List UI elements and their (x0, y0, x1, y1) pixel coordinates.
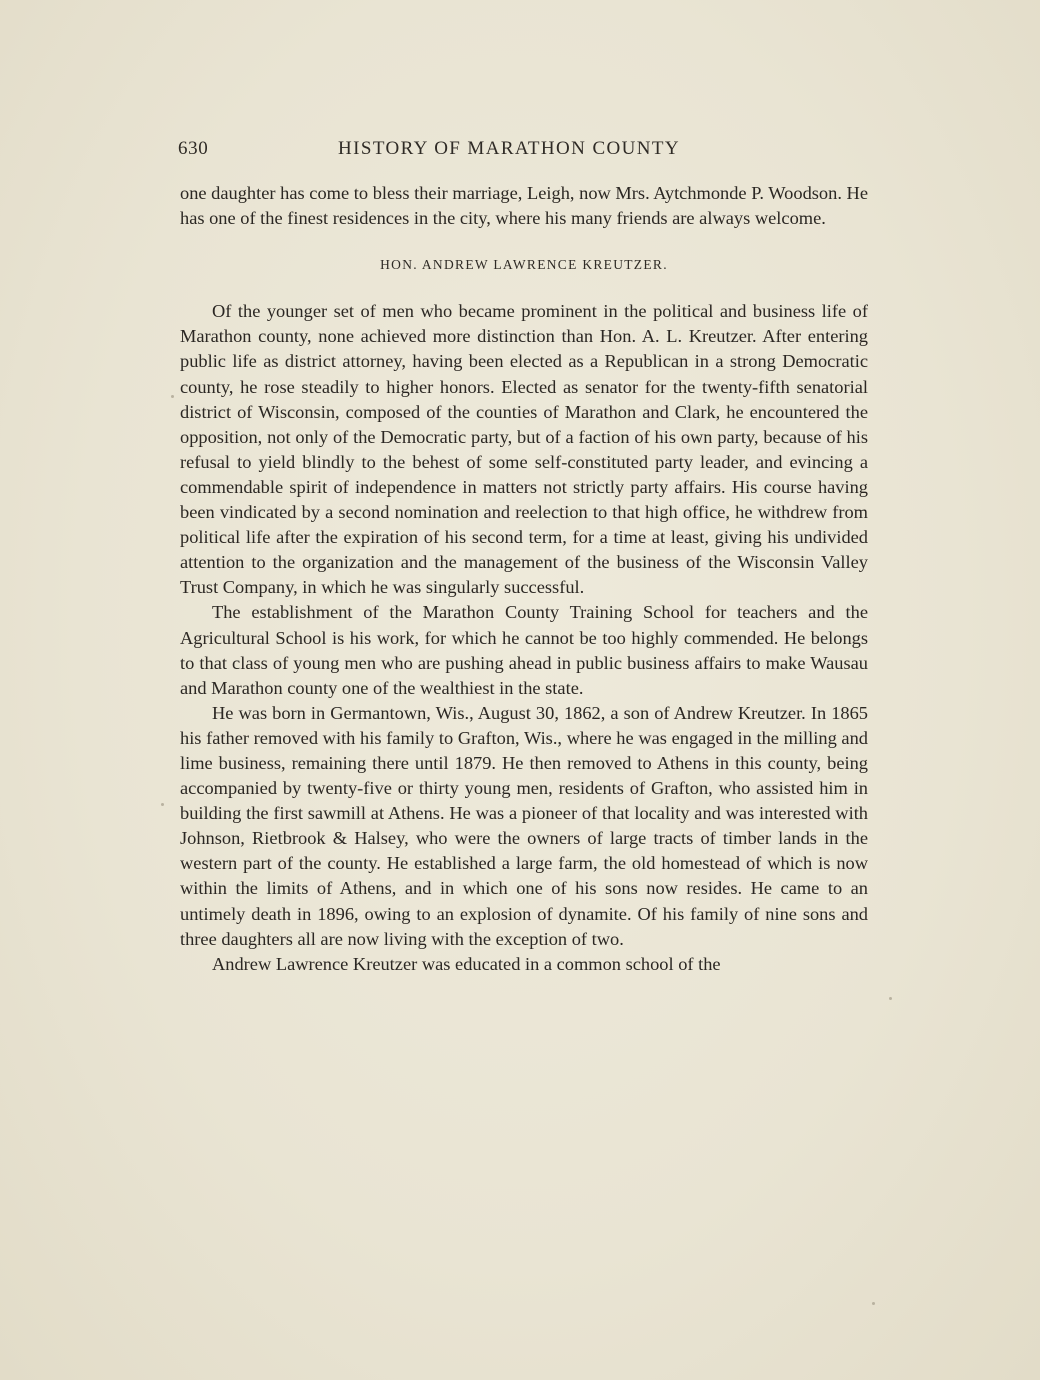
running-title: HISTORY OF MARATHON COUNTY (338, 138, 681, 159)
paragraph: He was born in Germantown, Wis., August 30, 1862, a son of Andrew Kreutzer. In 1865 his father removed with his family to Grafton, Wis., where he was engaged in the milling and lime business, remaining there until 1879. He then removed to Athens in this county, being accompanied by twenty-five or thirty young men, residents of Grafton, who assisted him in building the first sawmill at Athens. He was a pioneer of that locality and was interested with Johnson, Rietbrook & Halsey, who were the owners of large tracts of timber lands in the western part of the county. He established a large farm, the old homestead of which is now within the limits of Athens, and in which one of his sons now resides. He came to an untimely death in 1896, owing to an explosion of dynamite. Of his family of nine sons and three daughters all are now living with the exception of two. (180, 702, 868, 949)
paragraph-continued: one daughter has come to bless their marriage, Leigh, now Mrs. Aytchmonde P. Woodson. He has one of the finest residences in the city, where his many friends are always welcome. (180, 183, 868, 229)
page-number: 630 (178, 138, 209, 159)
paper-speck (171, 395, 174, 398)
paragraph: Andrew Lawrence Kreutzer was educated in a common school of the (212, 953, 721, 974)
section-heading: HON. ANDREW LAWRENCE KREUTZER. (380, 257, 668, 273)
running-head (178, 138, 868, 166)
paragraph: Of the younger set of men who became prominent in the political and business life of Marathon county, none achieved more distinction than Hon. A. L. Kreutzer. After entering public life as district attorney, having been elected as a Republican in a strong Democratic county, he rose steadily to higher honors. Elected as senator for the twenty-fifth senatorial district of Wisconsin, composed of the counties of Marathon and Clark, he encountered the opposition, not only of the Democratic party, but of a faction of his own party, because of his refusal to yield blindly to the behest of some self-constituted party leader, and evincing a commendable spirit of independence in matters not strictly party affairs. His course having been vindicated by a second nomination and reelection to that high office, he withdrew from political life after the expiration of his second term, for a time at least, giving his undivided attention to the organization and the management of the business of the Wisconsin Valley Trust Company, in which he was singularly successful. (180, 301, 868, 598)
body-text (180, 181, 868, 977)
paper-speck (161, 803, 164, 806)
paper-speck (889, 997, 892, 1000)
paragraph: The establishment of the Marathon County Training School for teachers and the Agricultural School is his work, for which he cannot be too highly commended. He belongs to that class of young men who are pushing ahead in public business affairs to make Wausau and Marathon county one of the wealthiest in the state. (180, 602, 868, 698)
paper-speck (872, 1302, 875, 1305)
